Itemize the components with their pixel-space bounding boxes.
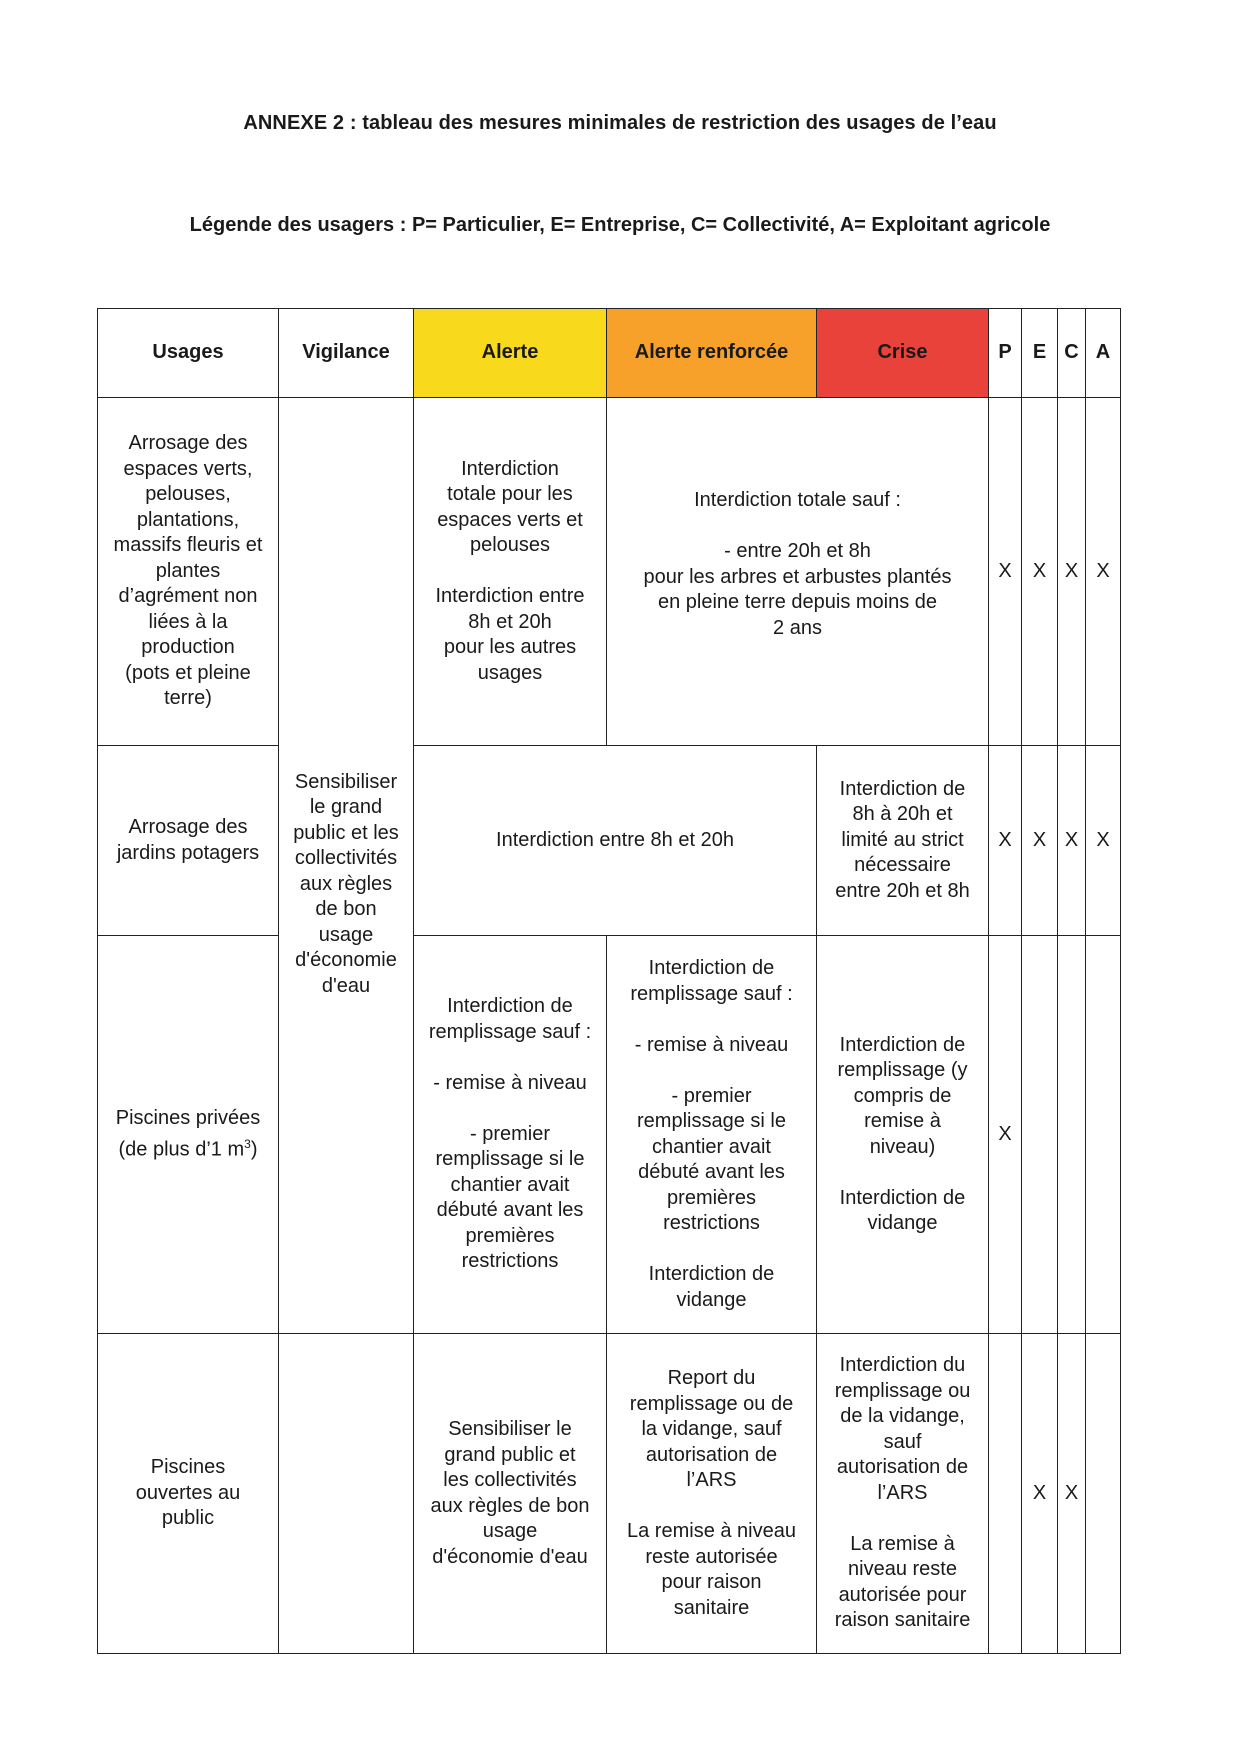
- mark-c: X: [1058, 398, 1086, 746]
- alerte-renforcee-cell: Interdiction entre 8h et 20h: [414, 746, 817, 936]
- mark-c: X: [1058, 746, 1086, 936]
- mark-a: [1086, 936, 1121, 1334]
- table-row: [98, 1334, 1121, 1654]
- mark-p: [989, 1334, 1022, 1654]
- header-vigilance: Vigilance: [279, 309, 414, 398]
- crise-cell: Interdiction de 8h à 20h et limité au strict nécessaire entre 20h et 8h: [817, 746, 989, 936]
- usage-superscript: 3: [244, 1136, 251, 1151]
- usage-cell: Piscines ouvertes au public: [98, 1334, 279, 1654]
- page-title: ANNEXE 2 : tableau des mesures minimales de restriction des usages de l’eau: [243, 112, 997, 134]
- crise-cell: Interdiction du remplissage ou de la vidange, sauf autorisation de l’ARS La remise à niveau reste autorisée pour raison sanitaire: [817, 1334, 989, 1654]
- mark-e: X: [1022, 1334, 1058, 1654]
- table-row: [98, 398, 1121, 746]
- alerte-renforcee-cell: Interdiction de remplissage sauf : - remise à niveau - premier remplissage si le chantier avait débuté avant les premières restrictions Interdiction de vidange: [607, 936, 817, 1334]
- mark-e: [1022, 936, 1058, 1334]
- header-c: C: [1058, 309, 1086, 398]
- mark-p: X: [989, 398, 1022, 746]
- header-a: A: [1086, 309, 1121, 398]
- usage-text-end: ): [250, 1138, 258, 1161]
- vigilance-cell: Sensibiliser le grand public et les collectivités aux règles de bon usage d'économie d'eau: [279, 398, 414, 1334]
- mark-p: X: [989, 936, 1022, 1334]
- usage-cell: Arrosage des jardins potagers: [98, 746, 279, 936]
- header-p: P: [989, 309, 1022, 398]
- mark-p: X: [989, 746, 1022, 936]
- header-crise: Crise: [817, 309, 989, 398]
- users-legend: Légende des usagers : P= Particulier, E= Entreprise, C= Collectivité, A= Exploitant agricole: [189, 214, 1051, 236]
- crise-cell: Interdiction de remplissage (y compris de remise à niveau) Interdiction de vidange: [817, 936, 989, 1334]
- mark-a: X: [1086, 746, 1121, 936]
- header-usages: Usages: [98, 309, 279, 398]
- restrictions-table: [97, 308, 1121, 1654]
- alerte-cell: Sensibiliser le grand public et les collectivités aux règles de bon usage d'économie d'eau: [414, 1334, 607, 1654]
- header-e: E: [1022, 309, 1058, 398]
- mark-c: [1058, 936, 1086, 1334]
- mark-e: X: [1022, 746, 1058, 936]
- header-alerte-renforcee: Alerte renforcée: [607, 309, 817, 398]
- renforcee-crise-cell: Interdiction totale sauf : - entre 20h et 8h pour les arbres et arbustes plantés en pleine terre depuis moins de 2 ans: [607, 398, 989, 746]
- usage-cell: Arrosage des espaces verts, pelouses, plantations, massifs fleuris et plantes d’agrément non liées à la production (pots et pleine terre): [98, 398, 279, 746]
- usage-cell: [98, 936, 279, 1334]
- mark-a: [1086, 1334, 1121, 1654]
- usage-text: Piscines privées (de plus d’1 m: [115, 1107, 261, 1161]
- mark-c: X: [1058, 1334, 1086, 1654]
- mark-a: X: [1086, 398, 1121, 746]
- header-row: [98, 309, 1121, 398]
- mark-e: X: [1022, 398, 1058, 746]
- alerte-cell: Interdiction de remplissage sauf : - remise à niveau - premier remplissage si le chantier avait débuté avant les premières restrictions: [414, 936, 607, 1334]
- table-row: [98, 936, 1121, 1334]
- alerte-renforcee-cell: Report du remplissage ou de la vidange, sauf autorisation de l’ARS La remise à niveau reste autorisée pour raison sanitaire: [607, 1334, 817, 1654]
- table-row: [98, 746, 1121, 936]
- header-alerte: Alerte: [414, 309, 607, 398]
- alerte-cell: Interdiction totale pour les espaces verts et pelouses Interdiction entre 8h et 20h pour les autres usages: [414, 398, 607, 746]
- vigilance-cell: [279, 1334, 414, 1654]
